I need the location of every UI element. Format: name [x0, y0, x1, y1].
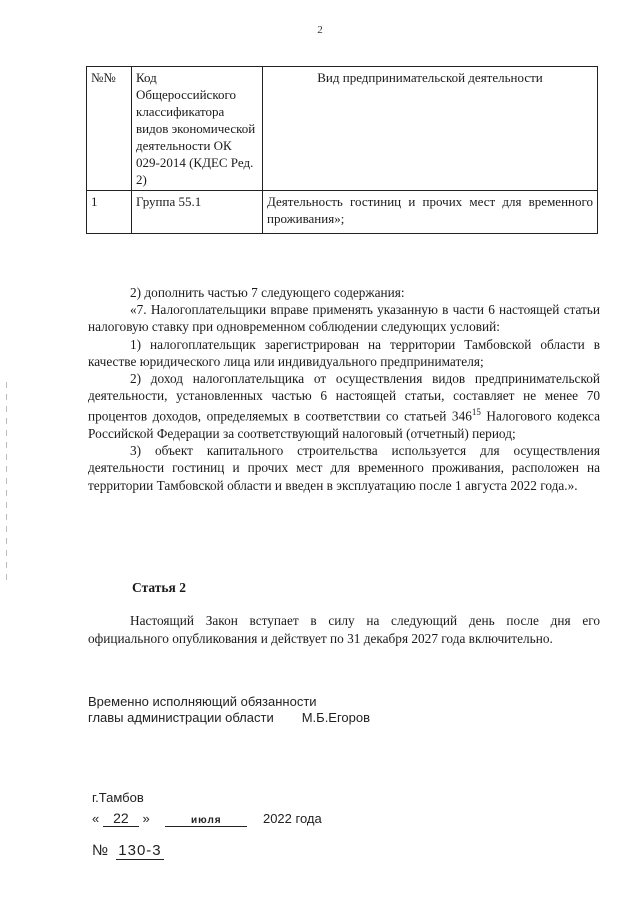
signature-title-line1: Временно исполняющий обязанности — [88, 694, 317, 709]
document-number — [92, 842, 164, 860]
amendment-text — [88, 284, 600, 494]
signature-title-line2 — [88, 710, 370, 726]
number-value: 130-3 — [118, 842, 162, 859]
scan-margin-mark — [6, 382, 7, 582]
row-num: 1 — [87, 191, 132, 234]
article-superscript: 15 — [471, 407, 481, 418]
paragraph: Настоящий Закон вступает в силу на следующий день после дня его официального опубликования и действует по 31 декабря 2027 года включительно. — [88, 613, 600, 646]
activity-codes-table — [86, 66, 598, 234]
date-line — [92, 810, 352, 827]
paragraph: 1) налогоплательщик зарегистрирован на территории Тамбовской области в качестве юридического лица или индивидуального предпринимателя; — [88, 336, 600, 369]
date-day: 22 — [103, 810, 139, 827]
article-title: Статья 2 — [132, 580, 186, 595]
page-number: 2 — [317, 24, 323, 36]
table-row — [87, 191, 598, 234]
number-prefix: № — [92, 842, 109, 859]
signature-block — [88, 694, 370, 726]
row-code: Группа 55.1 — [132, 191, 263, 234]
paragraph-text: Налогового кодекса Российской Федерации за соответствующий налоговый (отчетный) период; — [88, 408, 600, 442]
header-activity: Вид предпринимательской деятельности — [263, 67, 598, 191]
signature-title: главы администрации области — [88, 710, 274, 725]
quote-open: « — [92, 811, 100, 826]
quote-close: » — [142, 811, 150, 826]
row-activity: Деятельность гостиниц и прочих мест для временного проживания»; — [263, 191, 598, 234]
article-text — [88, 612, 600, 647]
header-num: №№ — [87, 67, 132, 191]
header-code: Код Общероссийского классификатора видов экономической деятельности ОК 029-2014 (КДЕС Ред. 2) — [132, 67, 263, 191]
table-header-row — [87, 67, 598, 191]
date-year: 2022 года — [262, 811, 322, 826]
paragraph: 2) дополнить частью 7 следующего содержания: — [130, 285, 405, 300]
paragraph-text: 2) доход налогоплательщика от осуществления видов предпринимательской деятельности, установленных частью 6 настоящей статьи, составляет не менее 70 процентов доходов, определяемых в соответствии со статьей 346 — [88, 371, 600, 424]
signer-name: М.Б.Егоров — [301, 710, 371, 725]
city: г.Тамбов — [92, 790, 144, 805]
paragraph: 3) объект капитального строительства используется для осуществления деятельности гостиниц и прочих мест для временного проживания, расположен на территории Тамбовской области и введен в эксплуатацию после 1 августа 2022 года.». — [88, 443, 600, 493]
paragraph: «7. Налогоплательщики вправе применять указанную в части 6 настоящей статьи налоговую ставку при одновременном соблюдении следующих условий: — [88, 302, 600, 335]
paragraph — [88, 370, 600, 442]
date-month: июля — [165, 815, 247, 827]
